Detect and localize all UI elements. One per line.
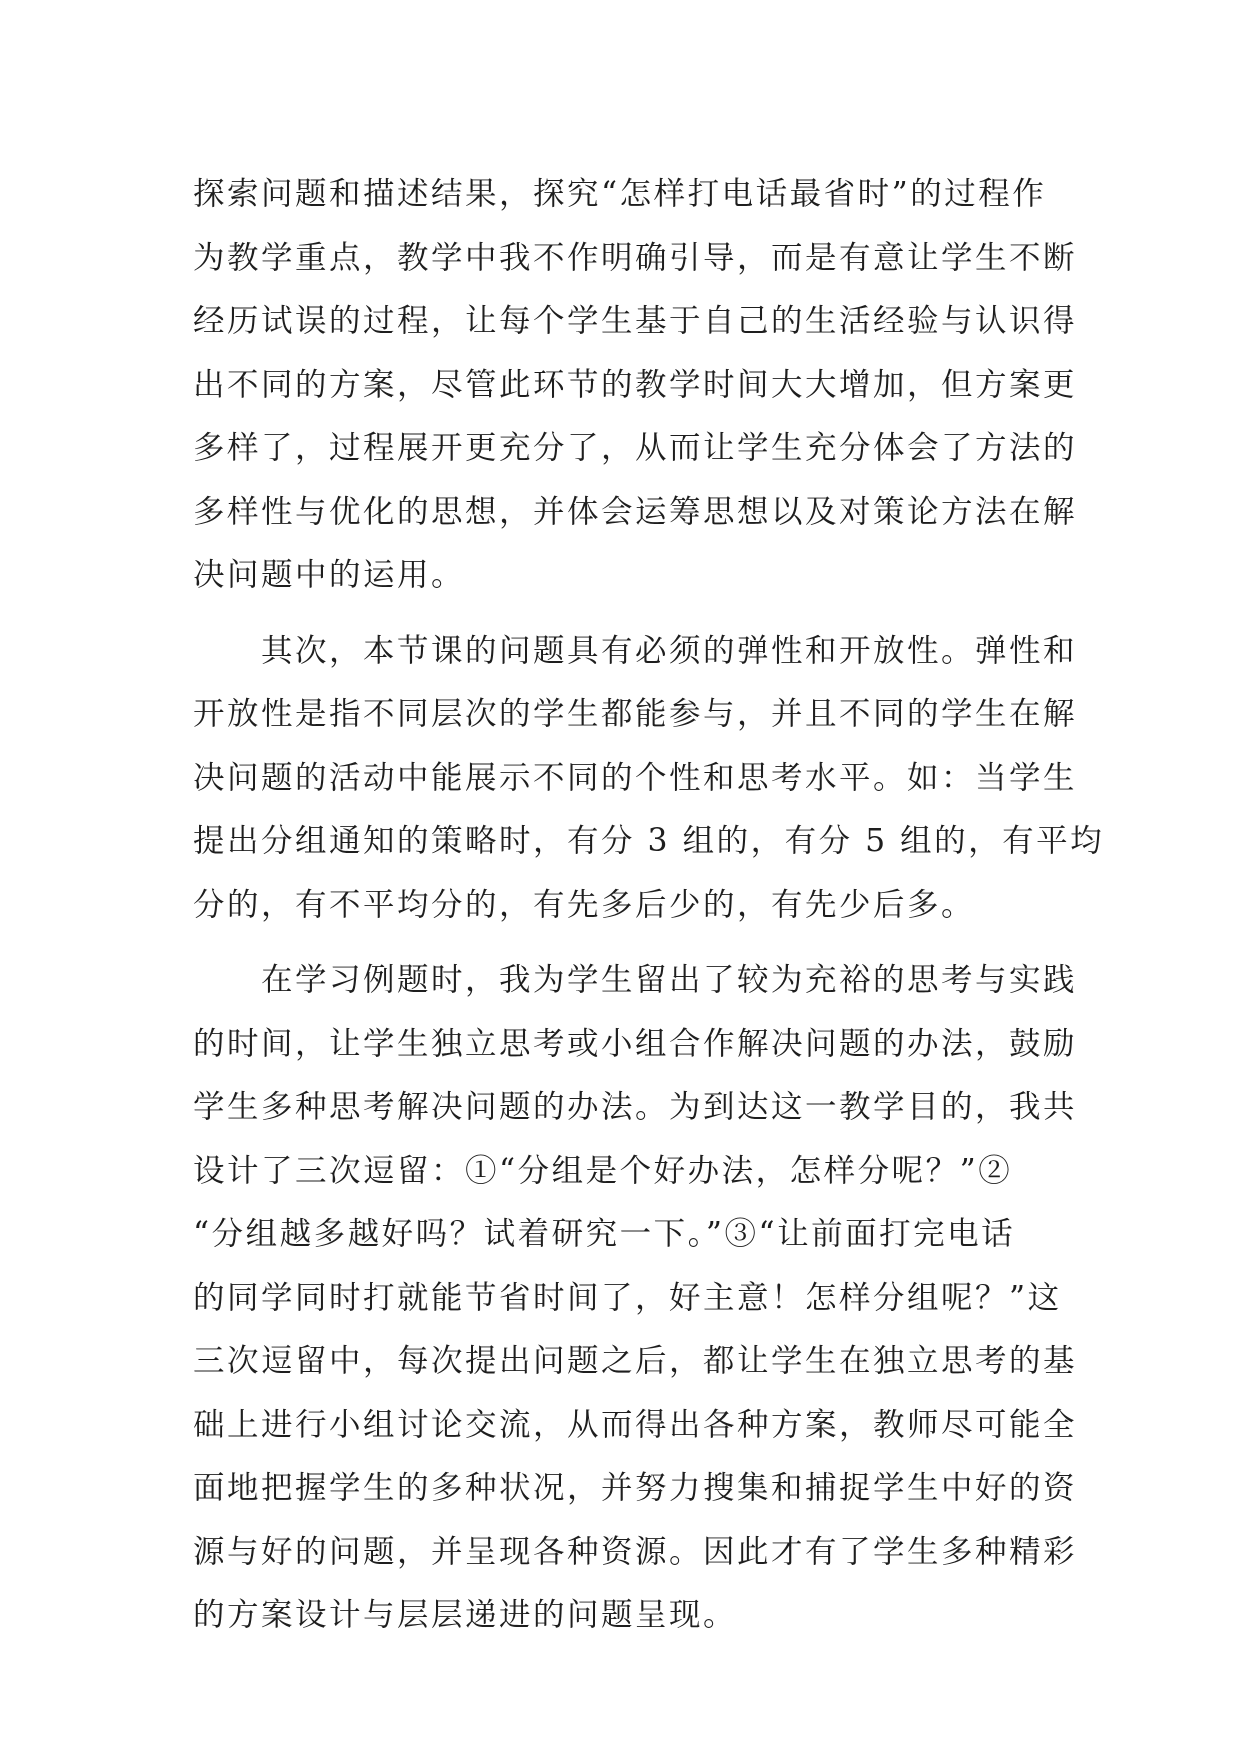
text-line: 探索问题和描述结果，探究“怎样打电话最省时”的过程作 — [193, 176, 1047, 212]
paragraph — [193, 620, 1105, 938]
text-line: 决问题中的运用。 — [193, 557, 466, 593]
text-line: 多样了，过程展开更充分了，从而让学生充分体会了方法的 — [193, 430, 1078, 466]
text-line: 分的，有不平均分的，有先多后少的，有先少后多。 — [193, 886, 976, 923]
text-line: 源与好的问题，并呈现各种资源。因此才有了学生多种精彩 — [193, 1533, 1078, 1570]
text-line: 学生多种思考解决问题的办法。为到达这一教学目的，我共 — [193, 1089, 1078, 1125]
text-line: 多样性与优化的思想，并体会运筹思想以及对策论方法在解 — [193, 493, 1078, 530]
text-line: 提出分组通知的策略时，有分 3 组的，有分 5 组的，有平均 — [193, 823, 1105, 859]
text-line: 经历试误的过程，让每个学生基于自己的生活经验与认识得 — [193, 303, 1078, 339]
text-line: “分组越多越好吗？试着研究一下。”③“让前面打完电话 — [193, 1216, 1016, 1252]
text-line: 决问题的活动中能展示不同的个性和思考水平。如：当学生 — [193, 759, 1078, 796]
paragraph — [193, 949, 1078, 1648]
text-line: 出不同的方案，尽管此环节的教学时间大大增加，但方案更 — [193, 366, 1078, 403]
paragraph-spacer — [193, 937, 1053, 949]
text-line: 在学习例题时，我为学生留出了较为充裕的思考与实践 — [193, 962, 1078, 998]
paragraph — [193, 163, 1078, 608]
text-line: 的同学同时打就能节省时间了，好主意！怎样分组呢？”这 — [193, 1279, 1062, 1316]
text-line: 开放性是指不同层次的学生都能参与，并且不同的学生在解 — [193, 696, 1078, 732]
text-line: 的方案设计与层层递进的问题呈现。 — [193, 1597, 738, 1633]
text-line: 为教学重点，教学中我不作明确引导，而是有意让学生不断 — [193, 239, 1078, 276]
text-line: 础上进行小组讨论交流，从而得出各种方案，教师尽可能全 — [193, 1406, 1078, 1443]
text-line: 其次，本节课的问题具有必须的弹性和开放性。弹性和 — [193, 632, 1078, 669]
text-line: 面地把握学生的多种状况，并努力搜集和捕捉学生中好的资 — [193, 1470, 1078, 1506]
text-line: 设计了三次逗留：①“分组是个好办法，怎样分呢？”② — [193, 1152, 1013, 1189]
text-line: 三次逗留中，每次提出问题之后，都让学生在独立思考的基 — [193, 1343, 1078, 1379]
paragraph-spacer — [193, 608, 1053, 620]
text-line: 的时间，让学生独立思考或小组合作解决问题的办法，鼓励 — [193, 1025, 1078, 1062]
body-text — [193, 163, 1105, 1648]
